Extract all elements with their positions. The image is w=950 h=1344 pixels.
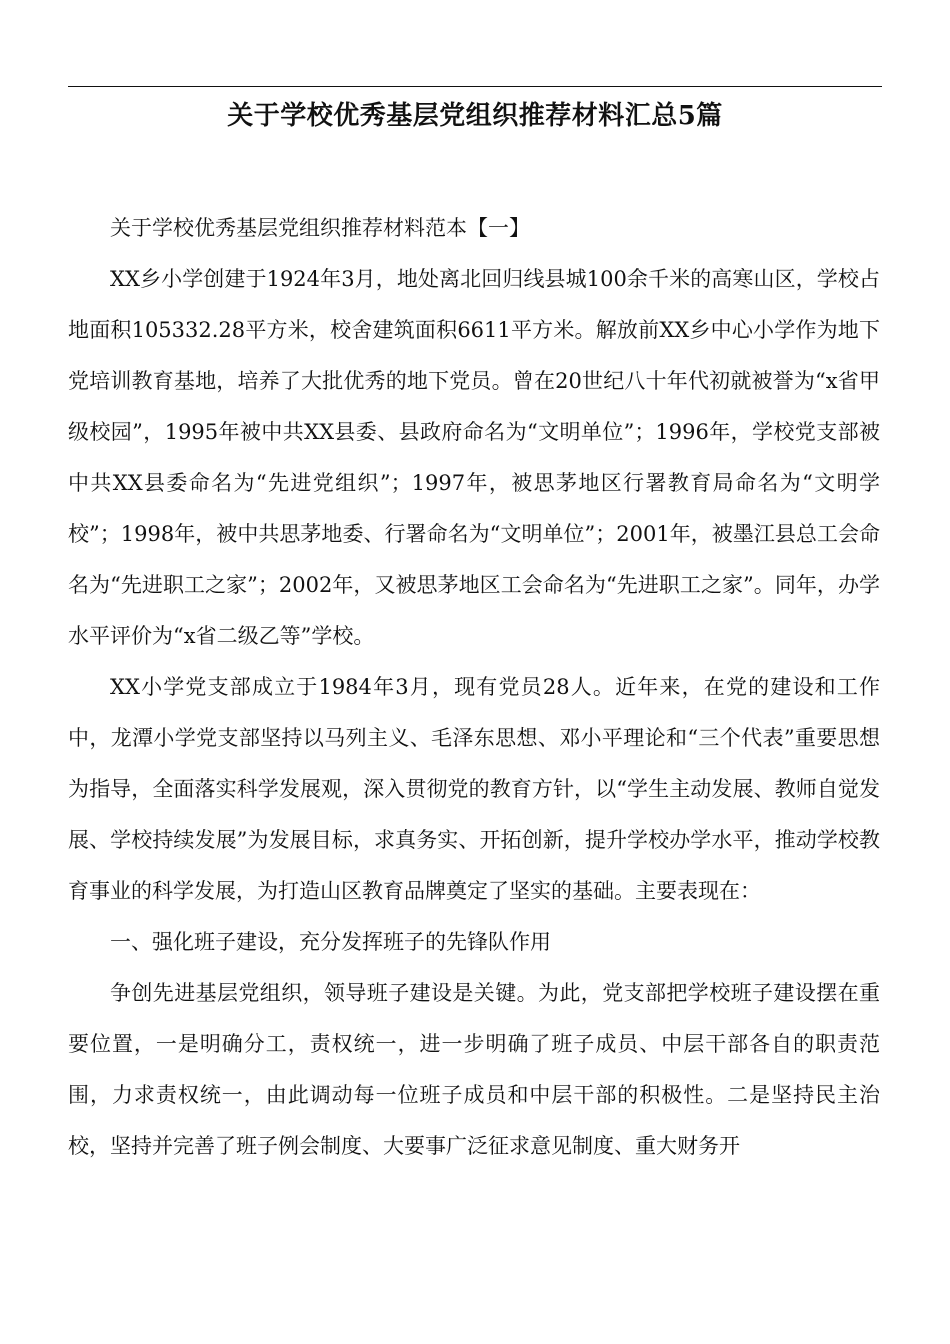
section-heading-1: 关于学校优秀基层党组织推荐材料范本【一】 — [110, 216, 530, 240]
subheading-leadership: 一、强化班子建设，充分发挥班子的先锋队作用 — [110, 930, 551, 954]
paragraph-school-history: XX乡小学创建于1924年3月，地处离北回归线县城100余千米的高寒山区，学校占地面积105332.28平方米，校舍建筑面积6611平方米。解放前XX乡中心小学作为地下党培训教育基地，培养了大批优秀的地下党员。曾在20世纪八十年代初就被誉为“x省甲级校园”，1995年被中共XX县委、县政府命名为“文明单位”；1996年，学校党支部被中共XX县委命名为“先进党组织”；1997年，被思茅地区行署教育局命名为“文明学校”；1998年，被中共思茅地委、行署命名为“文明单位”；2001年，被墨江县总工会命名为“先进职工之家”；2002年，又被思茅地区工会命名为“先进职工之家”。同年，办学水平评价为“x省二级乙等”学校。 — [68, 267, 880, 648]
header-rule — [68, 86, 882, 87]
paragraph-party-branch: XX小学党支部成立于1984年3月，现有党员28人。近年来，在党的建设和工作中，龙潭小学党支部坚持以马列主义、毛泽东思想、邓小平理论和“三个代表”重要思想为指导，全面落实科学发展观，深入贯彻党的教育方针，以“学生主动发展、教师自觉发展、学校持续发展”为发展目标，求真务实、开拓创新，提升学校办学水平，推动学校教育事业的科学发展，为打造山区教育品牌奠定了坚实的基础。主要表现在： — [68, 675, 880, 903]
document-body — [68, 203, 880, 1172]
document-title: 关于学校优秀基层党组织推荐材料汇总5篇 — [227, 101, 723, 131]
paragraph-leadership: 争创先进基层党组织，领导班子建设是关键。为此，党支部把学校班子建设摆在重要位置，一是明确分工，责权统一，进一步明确了班子成员、中层干部各自的职责范围，力求责权统一，由此调动每一位班子成员和中层干部的积极性。二是坚持民主治校，坚持并完善了班子例会制度、大要事广泛征求意见制度、重大财务开 — [68, 981, 880, 1158]
